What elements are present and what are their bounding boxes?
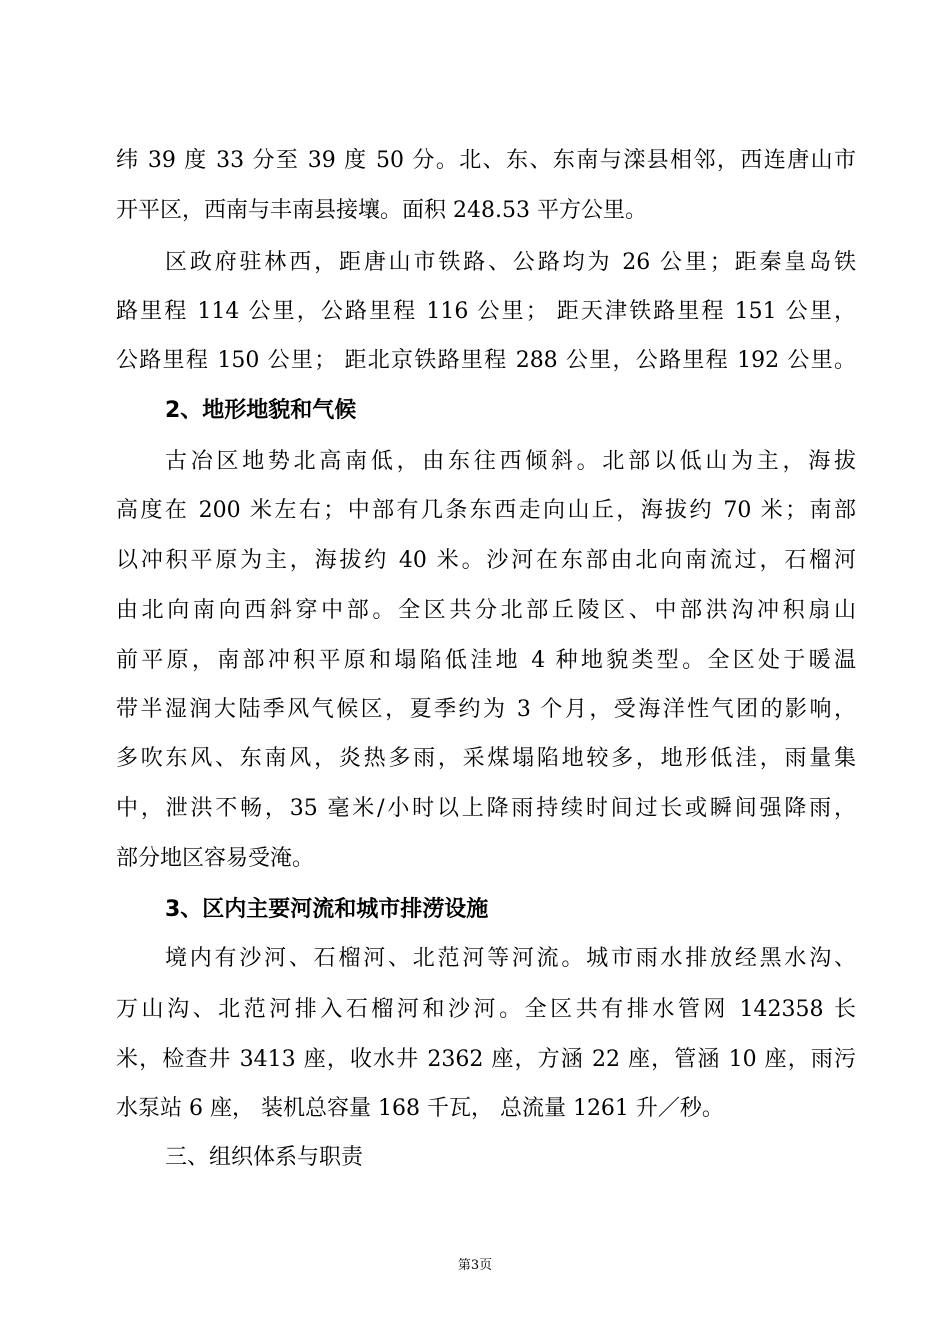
text-line: 境内有沙河、石榴河、北范河等河流。城市雨水排放经黑水沟、 (165, 946, 856, 971)
heading-rivers: 3、区内主要河流和城市排涝设施 (165, 897, 489, 922)
page-number: 第3页 (457, 1258, 493, 1273)
text-line: 以冲积平原为主，海拔约 40 米。沙河在东部由北向南流过，石榴河 (116, 548, 856, 573)
text-line: 多吹东风、东南风，炎热多雨，采煤塌陷地较多，地形低洼，雨量集 (116, 746, 856, 771)
text-line: 开平区，西南与丰南县接壤。面积 248.53 平方公里。 (116, 198, 647, 223)
text-line: 水泵站 6 座， 装机总容量 168 千瓦， 总流量 1261 升／秒。 (116, 1096, 724, 1121)
text-line: 区政府驻林西，距唐山市铁路、公路均为 26 公里；距秦皇岛铁 (165, 250, 856, 275)
text-line: 公路里程 150 公里； 距北京铁路里程 288 公里，公路里程 192 公里。 (116, 348, 856, 373)
text-line: 部分地区容易受淹。 (116, 846, 315, 871)
text-line: 带半湿润大陆季风气候区，夏季约为 3 个月，受海洋性气团的影响， (116, 697, 856, 722)
text-line: 由北向南向西斜穿中部。全区共分北部丘陵区、中部洪沟冲积扇山 (116, 598, 856, 623)
text-line: 高度在 200 米左右；中部有几条东西走向山丘，海拔约 70 米；南部 (116, 498, 856, 523)
text-line: 路里程 114 公里，公路里程 116 公里； 距天津铁路里程 151 公里， (116, 299, 856, 324)
text-line: 万山沟、北范河排入石榴河和沙河。全区共有排水管网 142358 长 (116, 997, 856, 1022)
heading-section-3: 三、组织体系与职责 (165, 1145, 364, 1170)
text-line: 中，泄洪不畅，35 毫米/小时以上降雨持续时间过长或瞬间强降雨， (116, 796, 856, 821)
text-line: 纬 39 度 33 分至 39 度 50 分。北、东、东南与滦县相邻，西连唐山市 (116, 148, 856, 173)
text-line: 前平原，南部冲积平原和塌陷低洼地 4 种地貌类型。全区处于暖温 (116, 648, 856, 673)
text-line: 古冶区地势北高南低，由东往西倾斜。北部以低山为主，海拔 (165, 449, 856, 474)
text-line: 米，检查井 3413 座，收水井 2362 座，方涵 22 座，管涵 10 座，雨污 (116, 1047, 856, 1072)
heading-terrain: 2、地形地貌和气候 (165, 398, 357, 423)
